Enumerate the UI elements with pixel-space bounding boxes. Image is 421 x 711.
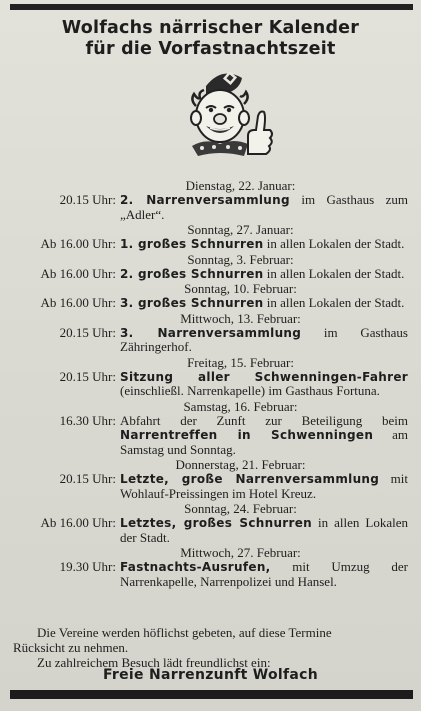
event-date: Sonntag, 10. Februar: xyxy=(184,281,297,296)
event-date: Dienstag, 22. Januar: xyxy=(185,178,296,193)
event-title: Fastnachts-Ausrufen, xyxy=(120,560,271,574)
event-title: Sitzung aller Schwenningen-Fahrer xyxy=(120,369,408,384)
event-time: Ab 16.00 Uhr: xyxy=(40,236,116,251)
event-title: Narrentreffen in Schwenningen xyxy=(120,428,374,442)
event-details: in allen Lokalen der Stadt. xyxy=(263,265,405,281)
event-date: Mittwoch, 27. Februar: xyxy=(180,545,301,560)
jester-icon xyxy=(170,64,274,168)
event-entry xyxy=(0,311,421,355)
event-entry xyxy=(0,178,421,222)
event-title: 3. großes Schnurren xyxy=(120,296,264,310)
event-entry xyxy=(0,281,421,311)
event-details: in allen Lokalen der Stadt. xyxy=(263,236,405,251)
event-details: im Gasthaus Zähringerhof. xyxy=(120,324,408,354)
event-time: Ab 16.00 Uhr: xyxy=(40,265,116,281)
event-entry xyxy=(0,252,421,282)
event-details: in allen Lokalen der Stadt. xyxy=(263,295,405,310)
event-description xyxy=(120,326,408,355)
top-border-rule xyxy=(10,4,413,10)
event-time: 16.30 Uhr: xyxy=(59,412,116,428)
signature: Freie Narrenzunft Wolfach xyxy=(102,667,319,683)
event-list xyxy=(0,178,421,589)
event-description xyxy=(120,560,408,589)
event-description xyxy=(120,370,408,399)
event-description xyxy=(120,193,408,222)
event-time: 20.15 Uhr: xyxy=(59,324,116,340)
event-details: am Samstag und Sonntag. xyxy=(120,427,408,457)
event-date: Sonntag, 24. Februar: xyxy=(184,501,297,516)
event-time: 20.15 Uhr: xyxy=(59,192,116,207)
event-entry xyxy=(0,355,421,399)
event-details-prefix: Abfahrt der Zunft zur Beteiligung beim xyxy=(120,412,408,428)
event-details: (einschließl. Narrenkapelle) im Gasthaus Fortuna. xyxy=(120,383,380,398)
event-entry xyxy=(0,222,421,252)
event-details: im Gasthaus zum „Adler“. xyxy=(120,192,408,222)
event-date: Sonntag, 27. Januar: xyxy=(187,222,294,237)
event-date: Samstag, 16. Februar: xyxy=(183,398,298,414)
event-entry xyxy=(0,545,421,589)
event-date: Mittwoch, 13. Februar: xyxy=(180,310,301,326)
event-description xyxy=(120,237,408,252)
event-entry xyxy=(0,399,421,458)
event-time: 20.15 Uhr: xyxy=(59,368,116,384)
event-time: 20.15 Uhr: xyxy=(59,471,116,486)
event-title: 2. großes Schnurren xyxy=(120,266,264,281)
event-date: Sonntag, 3. Februar: xyxy=(187,251,294,267)
event-description xyxy=(120,472,408,501)
title-line-1: Wolfachs närrischer Kalender xyxy=(61,18,360,38)
event-details: mit Wohlauf-Preissingen im Hotel Kreuz. xyxy=(120,471,408,501)
page-title xyxy=(0,18,421,60)
event-date: Donnerstag, 21. Februar: xyxy=(175,457,306,472)
footer-line-2: Rücksicht zu nehmen. xyxy=(13,639,129,655)
event-title: Letzte, große Narrenversammlung xyxy=(120,472,380,486)
event-description xyxy=(120,296,408,311)
event-details: in allen Lokalen der Stadt. xyxy=(120,515,408,545)
footer-line-3: Zu zahlreichem Besuch lädt freundlichst ein: xyxy=(37,655,271,670)
bottom-border-rule xyxy=(10,690,413,699)
event-title: 3. Narrenversammlung xyxy=(120,325,302,340)
event-title: 1. großes Schnurren xyxy=(120,237,264,251)
footer-line-1: Die Vereine werden höflichst gebeten, auf diese Termine xyxy=(37,625,332,640)
event-date: Freitag, 15. Februar: xyxy=(187,354,294,370)
event-title: Letztes, großes Schnurren xyxy=(120,516,313,530)
event-time: 19.30 Uhr: xyxy=(59,559,116,574)
event-entry xyxy=(0,501,421,545)
footer-notice xyxy=(0,626,421,671)
event-description xyxy=(120,414,408,458)
event-details: mit Umzug der Narrenkapelle, Narrenpolizei und Hansel. xyxy=(120,559,408,589)
event-title: 2. Narrenversammlung xyxy=(120,193,290,207)
event-time: Ab 16.00 Uhr: xyxy=(40,515,116,530)
title-line-2: für die Vorfastnachtszeit xyxy=(85,39,336,59)
event-entry xyxy=(0,457,421,501)
event-description xyxy=(120,267,408,282)
event-description xyxy=(120,516,408,545)
event-time: Ab 16.00 Uhr: xyxy=(40,295,116,310)
